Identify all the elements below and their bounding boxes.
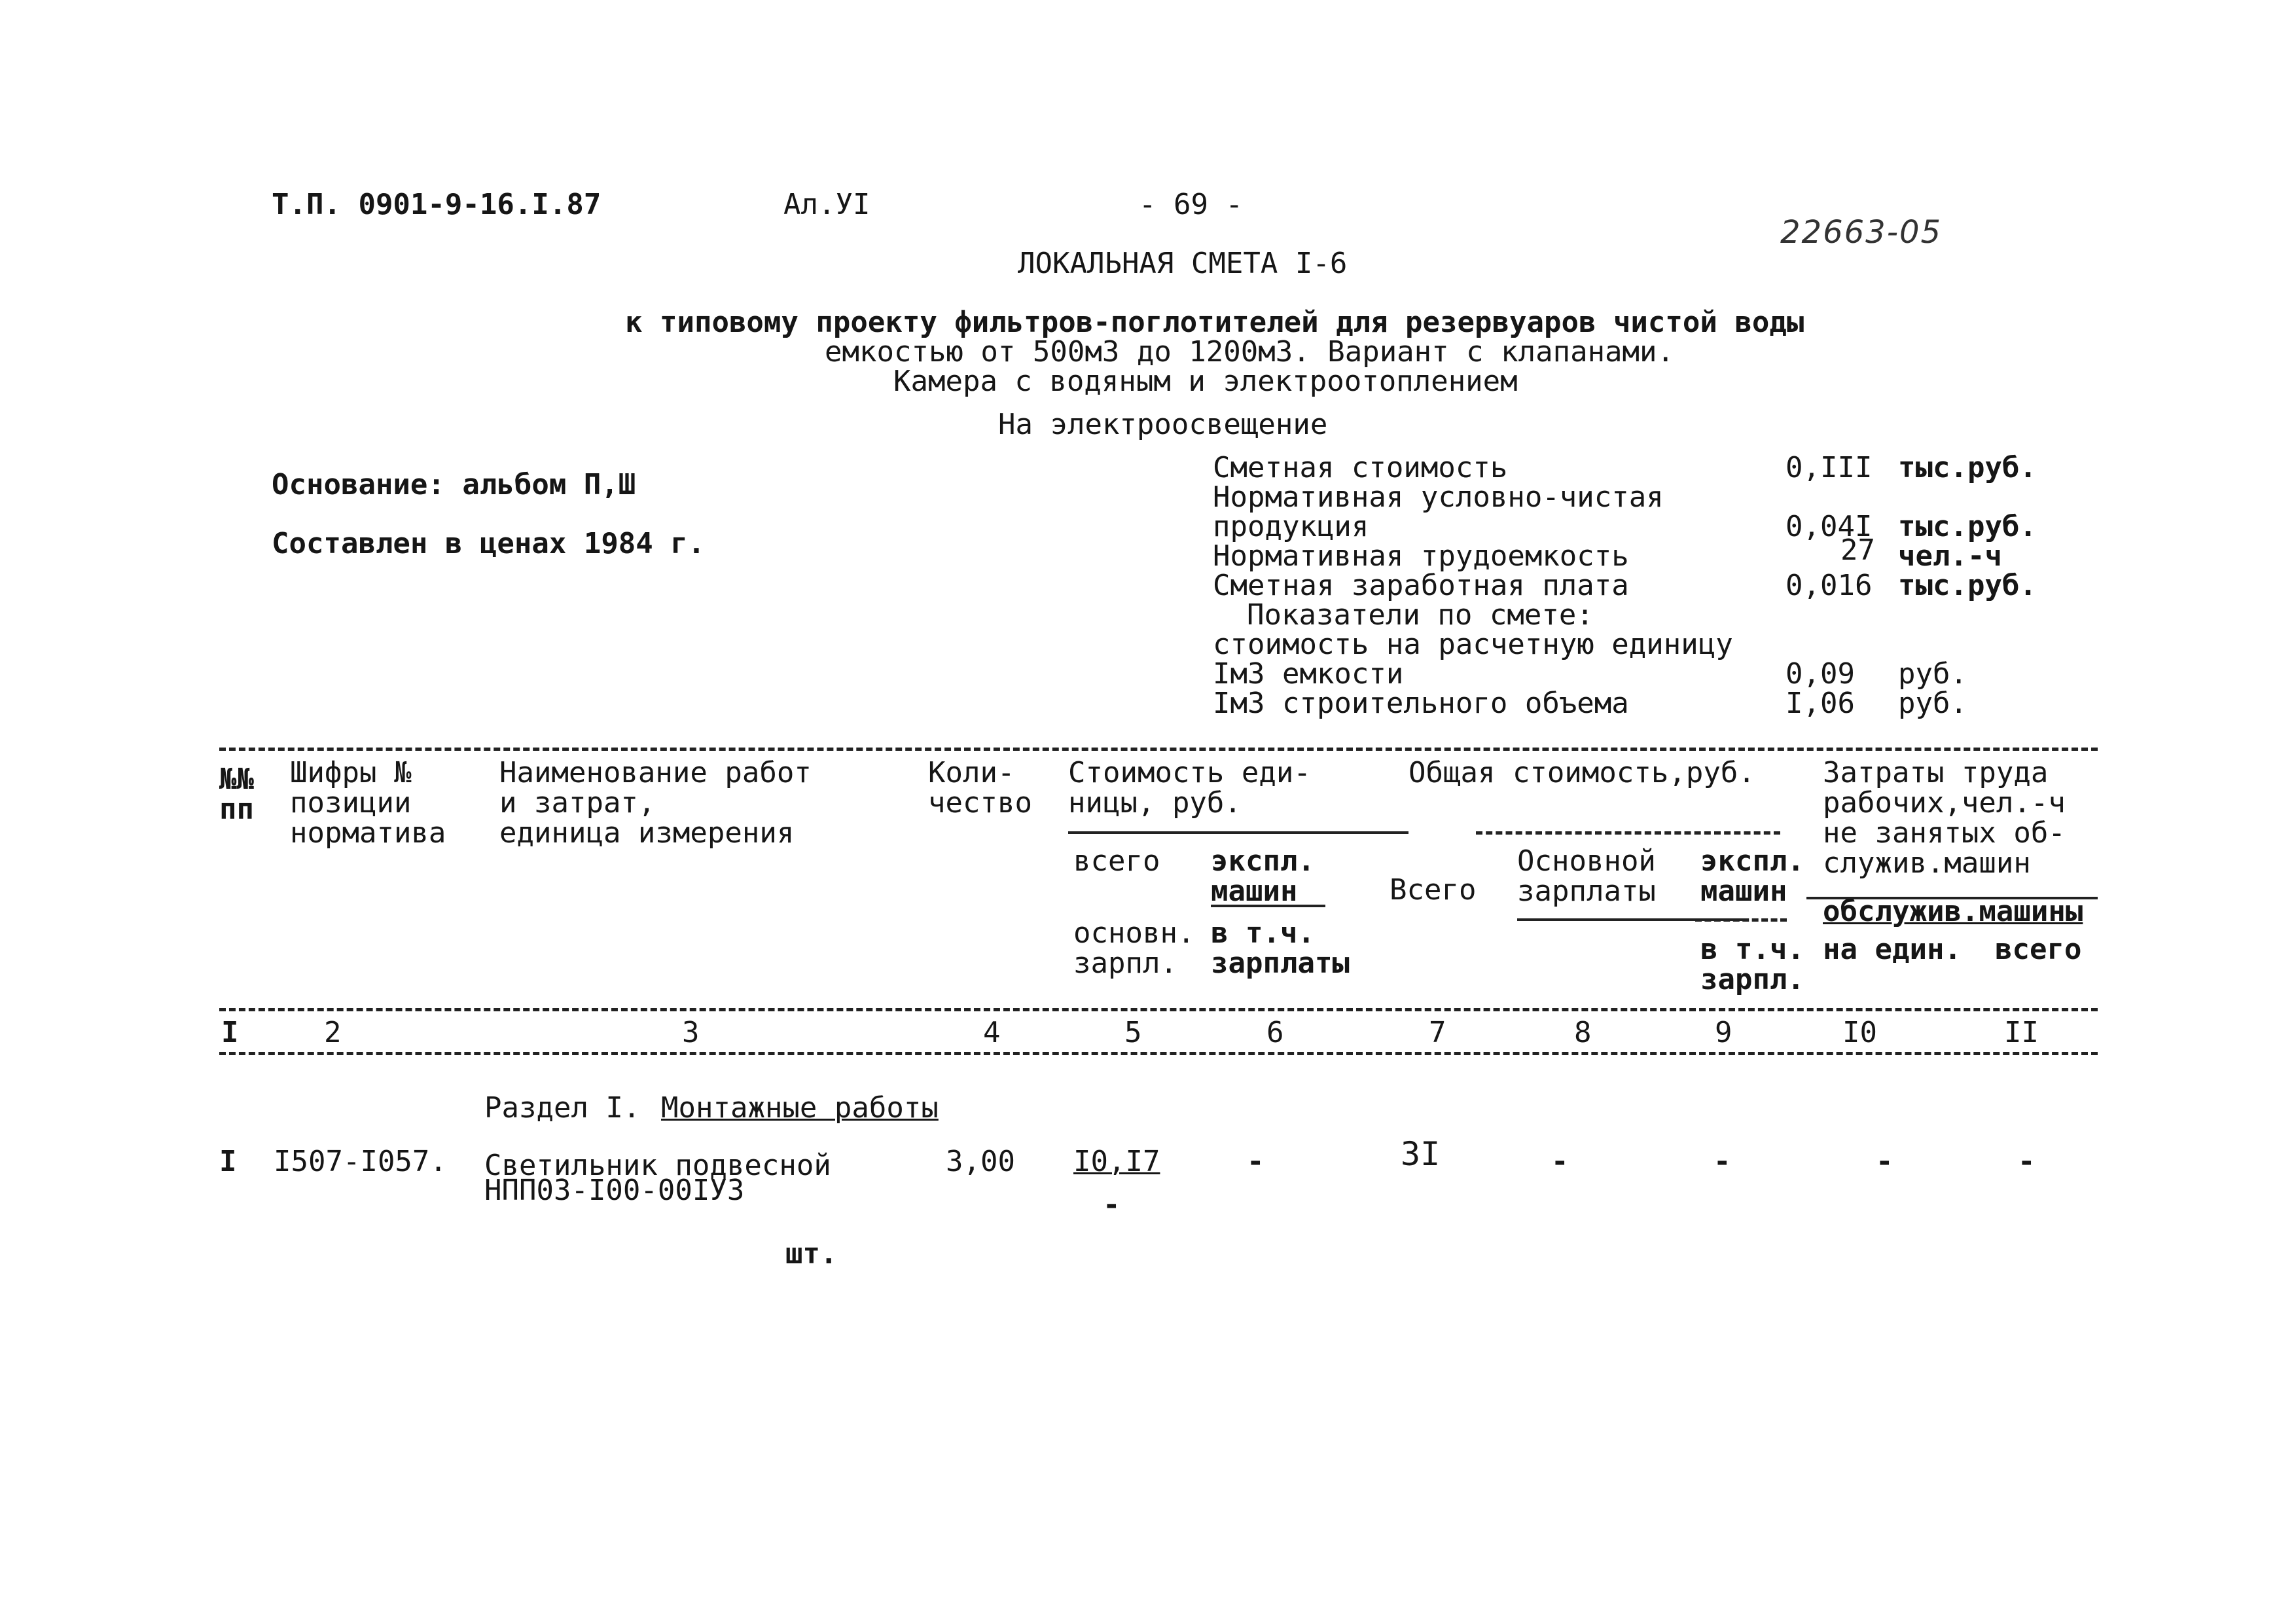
- col5-6-rule: [1068, 831, 1408, 834]
- row-unit-machines: -: [1247, 1145, 1265, 1178]
- document-id: 22663-05: [1780, 214, 1943, 251]
- column-number-11: II: [2004, 1016, 2039, 1049]
- col4-header: Коли- чество: [928, 756, 1032, 820]
- indicator-salary-value: 0,016: [1785, 569, 1873, 602]
- indicator-smet-cost-value: 0,III: [1785, 451, 1873, 484]
- row-labor-total: -: [2018, 1145, 2036, 1178]
- column-number-6: 6: [1266, 1016, 1284, 1049]
- basis-sostavlen: Составлен в ценах 1984 г.: [272, 527, 706, 560]
- col7-9-rule: [1476, 831, 1780, 835]
- indicator-norm-product-label-2: продукция: [1213, 510, 1369, 543]
- row-total: 3I: [1401, 1135, 1441, 1173]
- indicator-m3-capacity-label: Iм3 емкости: [1213, 657, 1404, 691]
- section-name: Монтажные работы: [661, 1091, 939, 1125]
- indicator-norm-product-unit: тыс.руб.: [1898, 510, 2037, 543]
- page-number: - 69 -: [1139, 188, 1243, 221]
- col11-bottom-header: всего: [1995, 933, 2082, 966]
- tp-code: Т.П. 0901-9-16.I.87: [272, 188, 601, 221]
- col6-top-header: экспл. машин: [1211, 844, 1315, 908]
- basis-osnovanie: Основание: альбом П,Ш: [272, 468, 636, 501]
- column-number-5: 5: [1124, 1016, 1142, 1049]
- col10-bottom-header: на един.: [1823, 933, 1962, 966]
- column-number-3: 3: [682, 1016, 700, 1049]
- column-number-8: 8: [1574, 1016, 1592, 1049]
- col9-bottom-header: в т.ч. зарпл.: [1700, 933, 1804, 996]
- row-unit-total: I0,I7: [1073, 1145, 1160, 1178]
- row-name-line-1: Светильник подвесной: [484, 1149, 831, 1182]
- table-header-bottom-rule: [219, 1008, 2098, 1011]
- column-number-1: I: [221, 1016, 239, 1049]
- indicator-m3-volume-unit: руб.: [1898, 687, 1967, 720]
- indicators-heading: Показатели по смете:: [1247, 598, 1594, 632]
- title-line-3: емкостью от 500м3 до 1200м3. Вариант с клапанами.: [825, 335, 1675, 369]
- indicator-m3-volume-value: I,06: [1785, 687, 1855, 720]
- column-number-9: 9: [1715, 1016, 1732, 1049]
- indicator-salary-unit: тыс.руб.: [1898, 569, 2037, 602]
- indicator-m3-capacity-unit: руб.: [1898, 657, 1967, 691]
- estimate-title: ЛОКАЛЬНАЯ СМЕТА I-6: [1018, 247, 1348, 280]
- column-number-10: I0: [1842, 1016, 1877, 1049]
- title-line-5: На электроосвещение: [998, 408, 1328, 441]
- indicator-smet-cost-label: Сметная стоимость: [1213, 451, 1508, 484]
- col2-header: Шифры № позиции норматива: [290, 756, 446, 850]
- col10-11-header: Затраты труда рабочих,чел.-ч не занятых об- служив.машин: [1823, 756, 2066, 880]
- section-prefix: Раздел I.: [484, 1091, 641, 1125]
- col7-header: Всего: [1390, 873, 1477, 907]
- row-number: I: [219, 1145, 237, 1178]
- album-label: Ал.УI: [783, 188, 870, 221]
- column-numbers-rule: [219, 1052, 2098, 1055]
- row-unit-salary: -: [1103, 1188, 1121, 1221]
- col5-6-header: Стоимость еди- ницы, руб.: [1068, 756, 1311, 820]
- row-labor-unit: -: [1876, 1145, 1893, 1178]
- col6-underline: [1211, 905, 1325, 907]
- col3-header: Наименование работ и затрат, единица измерения: [499, 756, 812, 850]
- indicator-m3-capacity-value: 0,09: [1785, 657, 1855, 691]
- col5-top-header: всего: [1073, 844, 1160, 878]
- indicator-norm-product-label-1: Нормативная условно-чистая: [1213, 480, 1664, 514]
- title-line-4: Камера с водяным и электроотоплением: [893, 365, 1518, 398]
- col1-header: №№ пп: [219, 763, 254, 826]
- col10-11-subheader: обслужив.машины: [1823, 895, 2083, 928]
- row-total-machines: -: [1713, 1145, 1731, 1178]
- indicator-salary-label: Сметная заработная плата: [1213, 569, 1629, 602]
- column-number-4: 4: [983, 1016, 1001, 1049]
- row-quantity: 3,00: [946, 1145, 1015, 1178]
- row-code: I507-I057.: [274, 1145, 447, 1178]
- table-top-rule: [219, 748, 2098, 751]
- indicator-norm-product-value: 0,04I: [1785, 510, 1873, 543]
- column-number-7: 7: [1429, 1016, 1446, 1049]
- indicator-labor-unit: чел.-ч: [1898, 539, 2002, 573]
- indicator-smet-cost-unit: тыс.руб.: [1898, 451, 2037, 484]
- row-name-line-2: НПП03-I00-00IУ3: [484, 1174, 745, 1207]
- title-line-2: к типовому проекту фильтров-поглотителей для резервуаров чистой воды: [625, 306, 1804, 339]
- col7-9-header: Общая стоимость,руб.: [1408, 756, 1755, 789]
- col9-rule: [1695, 918, 1787, 922]
- indicator-labor-value: 27: [1840, 533, 1875, 567]
- col9-top-header: экспл. машин: [1700, 844, 1804, 908]
- col5-bottom-header: основн. зарпл.: [1073, 916, 1195, 980]
- row-total-salary: -: [1551, 1145, 1569, 1178]
- row-unit: шт.: [785, 1237, 838, 1271]
- column-number-2: 2: [324, 1016, 342, 1049]
- indicator-m3-volume-label: Iм3 строительного объема: [1213, 687, 1629, 720]
- col6-bottom-header: в т.ч. зарплаты: [1211, 916, 1350, 980]
- indicator-labor-label: Нормативная трудоемкость: [1213, 539, 1629, 573]
- col8-header: Основной зарплаты: [1517, 844, 1656, 908]
- indicator-per-unit-label: стоимость на расчетную единицу: [1213, 628, 1733, 661]
